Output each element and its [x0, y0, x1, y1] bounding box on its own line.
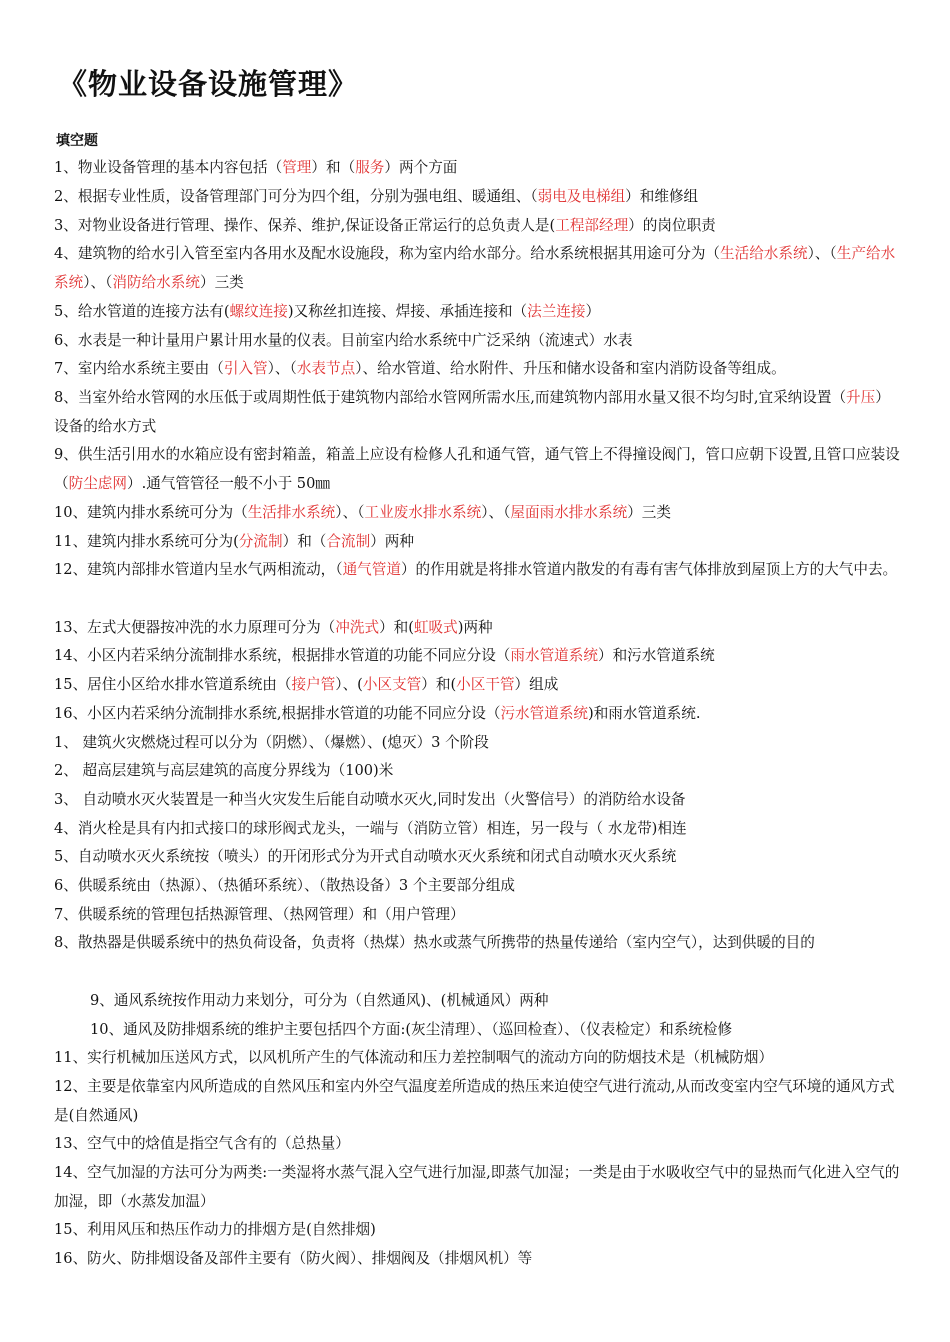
question-item	[54, 183, 904, 212]
answer-text: 引入管	[223, 360, 268, 377]
question-text: 10、通风及防排烟系统的维护主要包括四个方面:(灰尘清理）、（巡回检查）、（仪表检定）和系统检修	[90, 1021, 733, 1038]
question-text: 13、空气中的焓值是指空气含有的（总热量）	[54, 1135, 350, 1152]
answer-text: 管理	[282, 159, 312, 176]
question-text: 12、建筑内部排水管道内呈水气两相流动，（	[54, 561, 343, 578]
question-text: ）两个方面	[384, 159, 458, 176]
question-text: ）三类	[627, 504, 671, 521]
question-item	[54, 1044, 904, 1073]
answer-text: 弱电及电梯组	[537, 188, 626, 205]
question-item	[54, 355, 904, 384]
question-item	[90, 1016, 910, 1045]
answer-text: 屋面雨水排水系统	[510, 504, 628, 521]
question-text: ）	[585, 303, 601, 320]
question-text: 15、利用风压和热压作动力的排烟方是(自然排烟)	[54, 1221, 376, 1238]
question-text: 8、散热器是供暖系统中的热负荷设备，负责将（热煤）热水或蒸气所携带的热量传递给（室内空气），达到供暖的目的	[54, 934, 815, 951]
question-item	[54, 1159, 904, 1216]
question-text: 13、左式大便器按冲洗的水力原理可分为（	[54, 619, 336, 636]
question-text: 4、消火栓是具有内扣式接口的球形阀式龙头，一端与（消防立管）相连，另一段与（ 水龙带)相连	[54, 820, 687, 837]
question-item	[54, 614, 904, 643]
answer-text: 小区支管	[362, 676, 422, 693]
question-text: ）和污水管道系统	[597, 647, 715, 664]
answer-text: 消防给水系统	[112, 273, 200, 291]
question-item	[54, 298, 904, 327]
question-text: ）的岗位职责	[628, 217, 716, 234]
answer-text: 雨水管道系统	[510, 647, 598, 664]
answer-text: 工业废水排水系统	[364, 504, 482, 521]
answer-text: 虹吸式	[413, 619, 458, 636]
question-text: 12、主要是依靠室内风所造成的自然风压和室内外空气温度差所造成的热压来迫使空气进行流动,从而改变室内空气环境的通风方式是(自然通风)	[54, 1078, 895, 1124]
question-text: ）和（	[311, 159, 356, 176]
answer-text: 螺纹连接	[229, 303, 288, 320]
question-text: )又称丝扣连接、焊接、承插连接和（	[287, 303, 528, 320]
answer-text: 小区干管	[456, 676, 515, 693]
question-text: 1、物业设备管理的基本内容包括（	[54, 159, 283, 176]
question-text: 15、居住小区给水排水管道系统由（	[54, 676, 292, 693]
answer-text: 工程部经理	[555, 217, 629, 234]
question-text: 8、当室外给水管网的水压低于或周期性低于建筑物内部给水管网所需水压,而建筑物内部用水量又很不均匀时,宜采纳设置（	[54, 389, 847, 406]
question-text: ）、（	[335, 504, 365, 521]
answer-text: 生活给水系统	[720, 245, 808, 262]
question-item	[54, 499, 904, 528]
answer-text: 冲洗式	[335, 619, 380, 636]
question-text: 10、建筑内排水系统可分为（	[54, 504, 248, 521]
question-text: 11、建筑内排水系统可分为(	[54, 533, 239, 550]
question-item	[54, 441, 904, 498]
question-item	[90, 987, 910, 1016]
answer-text: 服务	[355, 159, 385, 176]
answer-text: 通气管道	[342, 561, 401, 578]
question-text: ）和(	[421, 676, 457, 693]
question-text: )和雨水管道系统.	[588, 705, 701, 722]
question-text: ）三类	[199, 273, 244, 291]
question-item	[54, 929, 904, 986]
question-item	[54, 1130, 904, 1159]
answer-text: 合流制	[326, 533, 371, 550]
answer-text: 生产给水系统	[54, 245, 896, 291]
question-text: ）、给水管道、给水附件、升压和储水设备和室内消防设备等组成。	[355, 360, 786, 377]
question-item	[54, 240, 904, 297]
answer-text: 水表节点	[296, 360, 356, 377]
question-text: 2、根据专业性质，设备管理部门可分为四个组，分别为强电组、暖通组、（	[54, 188, 538, 205]
question-text: 11、实行机械加压送风方式，以风机所产生的气体流动和压力差控制咽气的流动方向的防烟技术是（机械防烟）	[54, 1049, 774, 1066]
question-text: 6、水表是一种计量用户累计用水量的仪表。目前室内给水系统中广泛采纳（流速式）水表	[54, 332, 633, 349]
question-item	[54, 786, 904, 815]
question-text: ）、（	[267, 360, 297, 377]
question-text: ）两种	[370, 533, 414, 550]
question-text: 4、建筑物的给水引入管至室内各用水及配水设施段，称为室内给水部分。给水系统根据其用途可分为（	[54, 245, 721, 262]
question-item	[54, 1073, 904, 1130]
question-text: ）和(	[379, 619, 414, 636]
question-text: ）的作用就是将排水管道内散发的有毒有害气体排放到屋顶上方的大气中去。	[400, 561, 898, 578]
answer-text: 分流制	[238, 533, 283, 550]
question-text: 9、供生活引用水的水箱应设有密封箱盖，箱盖上应设有检修人孔和通气管，通气管上不得撞设阀门，管口应朝下设置,且管口应装设（	[54, 446, 900, 492]
question-item	[54, 729, 904, 758]
question-item	[54, 212, 904, 241]
question-text: 1、 建筑火灾燃烧过程可以分为（阴燃）、（爆燃）、(熄灭）3 个阶段	[54, 734, 489, 751]
question-text: ）、(	[335, 676, 363, 693]
question-text: )两种	[457, 619, 493, 636]
answer-text: 接户管	[291, 676, 336, 693]
question-text: ）、（	[83, 273, 113, 291]
question-text: 7、供暖系统的管理包括热源管理、（热网管理）和（用户管理）	[54, 906, 465, 923]
document-title: 《物业设备设施管理》	[58, 67, 359, 101]
question-text: ）设备的给水方式	[54, 389, 890, 435]
question-item	[54, 901, 904, 930]
section-heading: 填空题	[56, 133, 98, 149]
question-text: 5、自动喷水灭火系统按（喷头）的开闭形式分为开式自动喷水灭火系统和闭式自动喷水灭火系统	[54, 848, 677, 865]
question-item	[54, 1216, 904, 1245]
question-text: 2、 超高层建筑与高层建筑的高度分界线为（100)米	[54, 762, 394, 779]
question-item	[54, 815, 904, 844]
question-text: 3、 自动喷水灭火装置是一种当火灾发生后能自动喷水灭火,同时发出（火警信号）的消防给水设备	[54, 791, 686, 808]
question-item	[54, 154, 904, 183]
question-item	[54, 872, 904, 901]
question-item	[54, 528, 904, 557]
question-text: ）、（	[481, 504, 511, 521]
question-text: 3、对物业设备进行管理、操作、保养、维护,保证设备正常运行的总负责人是(	[54, 217, 556, 234]
question-text: 9、通风系统按作用动力来划分，可分为（自然通风)、(机械通风）两种	[90, 992, 549, 1009]
answer-text: 生活排水系统	[247, 504, 336, 521]
question-text: 7、室内给水系统主要由（	[54, 360, 224, 377]
question-text: 16、小区内若采纳分流制排水系统,根据排水管道的功能不同应分设（	[54, 705, 501, 722]
question-text: 14、空气加湿的方法可分为两类:一类湿将水蒸气混入空气进行加湿,即蒸气加湿；一类是由于水吸收空气中的显热而气化进入空气的加湿，即（水蒸发加温）	[54, 1164, 900, 1210]
question-text: ）和维修组	[625, 188, 699, 205]
answer-text: 法兰连接	[527, 303, 586, 320]
answer-text: 升压	[846, 389, 876, 406]
question-text: ）组成	[514, 676, 559, 693]
question-item	[54, 671, 904, 700]
question-item	[54, 384, 904, 441]
question-text: ）.通气管管径一般不小于 50㎜	[127, 474, 330, 492]
answer-text: 污水管道系统	[500, 705, 589, 722]
question-text: 5、给水管道的连接方法有(	[54, 303, 230, 320]
question-item	[54, 843, 904, 872]
answer-text: 防尘虑网	[68, 474, 127, 492]
question-item	[54, 327, 904, 356]
question-item	[54, 1245, 904, 1274]
question-item	[54, 757, 904, 786]
question-text: 16、防火、防排烟设备及部件主要有（防火阀）、排烟阀及（排烟风机）等	[54, 1250, 533, 1267]
question-text: 14、小区内若采纳分流制排水系统，根据排水管道的功能不同应分设（	[54, 647, 511, 664]
question-item	[54, 556, 904, 613]
question-text: ）和（	[282, 533, 327, 550]
question-text: 6、供暖系统由（热源）、（热循环系统）、（散热设备）3 个主要部分组成	[54, 877, 516, 894]
question-item	[54, 700, 904, 729]
question-item	[54, 642, 904, 671]
question-text: ）、（	[807, 245, 837, 262]
